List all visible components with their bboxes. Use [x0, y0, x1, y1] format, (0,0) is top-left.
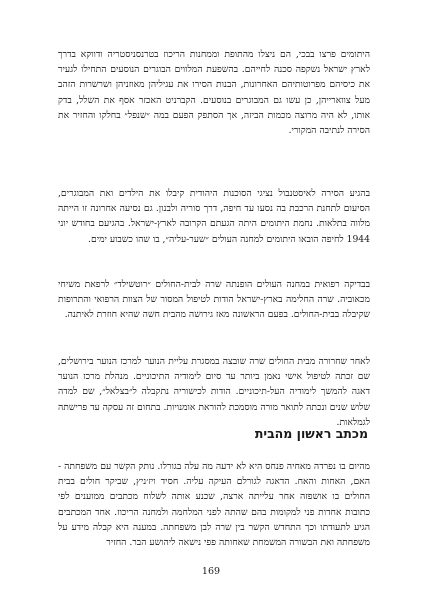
- paragraph-arrival-istanbul: בהגיע הסירה לאיסטנבול נציגי הסוכנות היהודית קיבלו את הילדים ואת המבוגרים, הסיעום לתחנת הרכבת בה נסעו עד חיפה, דרך סוריה ולבנון. גם נסיעה אחרונה זו הייתה מלווה בתלאות. נחמת היתומים היתה הגעתם הקרובה לארץ-ישראל. בהגיעם בחודש יוני 1944 לחיפה הובאו היתומים למחנה העולים ״שער-עליה״, בו שהו כשבוע ימים.: [58, 188, 370, 245]
- paragraph-hospital-rothschild: בבדיקה רפואית במחנה העולים הופנתה שרה לבית-החולים ״רוטשילד״ לרפאת משיחי מכאוביה. שרה החלימה בארץ-ישראל הודות לטיפול המסור של הצוות הרפואי והתרופות שקיבלה בבית-החולים. בפעם הראשונה מאז גירושה מהבית חשה שהיא חוזרת לאיתנה.: [58, 279, 370, 321]
- section-heading: מכתב ראשון מהבית: [254, 426, 368, 441]
- page-number: 169: [201, 566, 221, 577]
- paragraph-first-letter: מהיום בו נפרדה מאחיה פנחס היא לא ידעה מה עלה בגורלו. נותק הקשר עם משפחתה - האם, האחות והאח. הדאגה לגורלם העיקה עליה. חסיד ויז׳ניץ, שביקר חולים בבית החולים בו אושפזה אחר עלייתה ארצה, שכנע אותה לשלוח מכתבים ממוענים לפי כתובות אחדות פני למקומות בהם שהתה לפני המלחמה ולמחנה הריכוז. אחד המכתבים הגיע לתעודתו וכך התחדש הקשר בין שרה לבן משפחתה. במענה היא קבלה מידע על משפחתה ואת הבשורה המשמחת שאחותה פפי נישאה ליהושע הבר. החזיר: [58, 461, 370, 549]
- paragraph-youth-aliyah-bezalel: לאחר שחרורה מבית החולים שרה שובצה במסגרת עליית הנוער למרכז הנוער בירושלים, שם זכתה לטיפול אישי נאמן ביותר עד סיום לימודיה התיכוניים. מנהלת מרכז הנוער דאגה להמשך לימודיה העל-תיכוניים. הודות לכישוריה נתקבלה ל״בצלאל״, שם למדה שלוש שנים ונכתה לתואר מורה מוסמכת להוראת אומנויות. בתחום זה עסקה עד פרישתה לגמלאות.: [58, 356, 370, 428]
- paragraph-orphans-at-sea: היתומים פרצו בבכי, הם ניצלו מהתופת וממחנות הריכוז בטרנסניסטריה ודווקא בדרך לארץ ישראל נשקפה סכנה לחייהם. בהשפעת המלווים הבוגרים הנוסעים התחילו לגעיר את כיסיהם מפרוטותיהם האחרונות, הבנות הסירו את עגיליהן מאוזניהן ושרשרות הזהב מעל צווארייהן, כן עשו גם המבוגרים בנוסעים. הקברניט האכזר אסף את השלל, בדק אותו, לא היה מרוצה מכמות הביזה, אך הסתפק הפעם במה ״שנפל״ בחלקו והחזיר את הסירה לנתיבה המקורי.: [58, 49, 370, 137]
